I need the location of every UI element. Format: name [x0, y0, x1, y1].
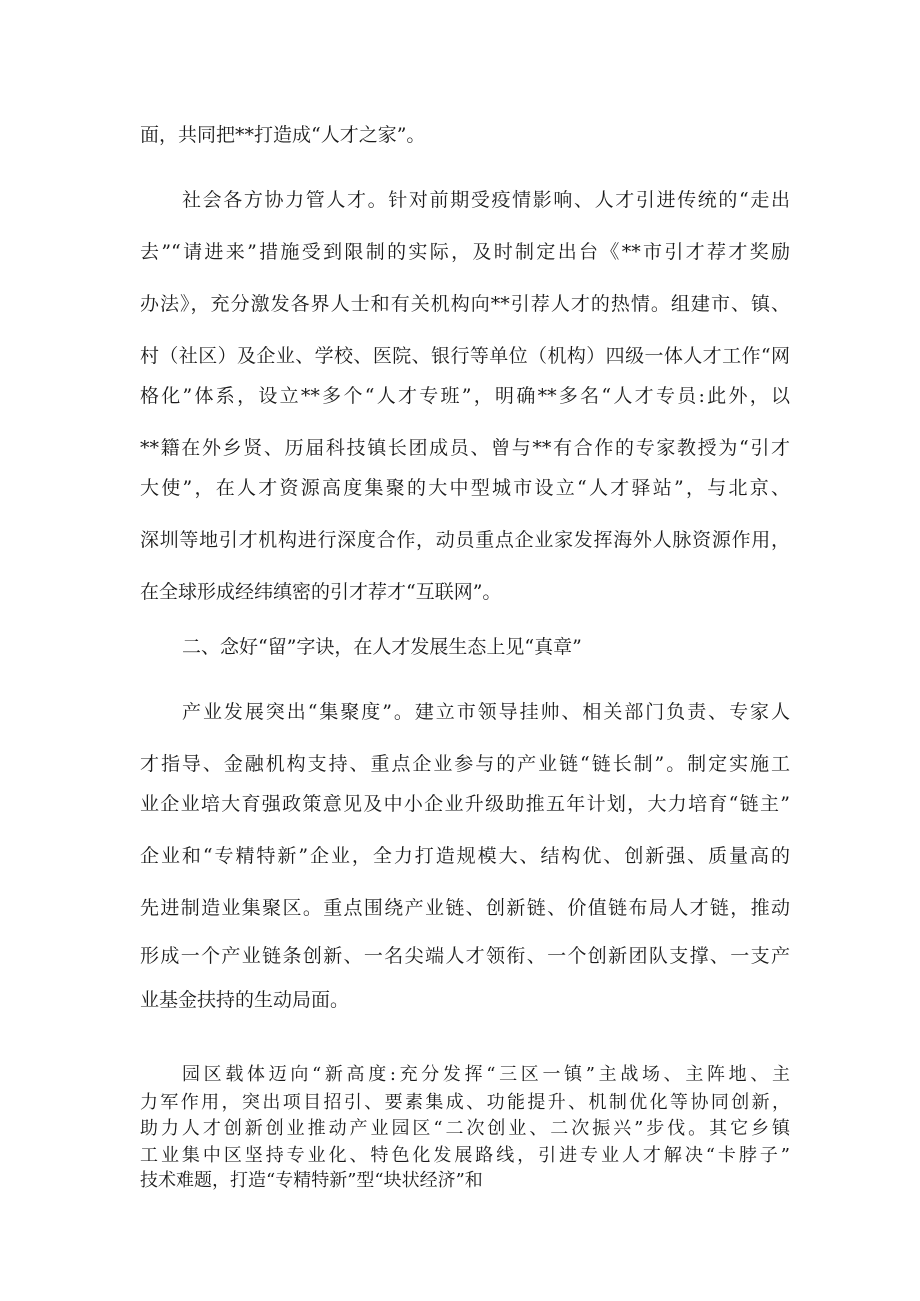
paragraph-line: 业基金扶持的生动局面。: [140, 989, 350, 1011]
paragraph-line: 先进制造业集聚区。重点围绕产业链、创新链、价值链布局人才链，推动: [140, 897, 790, 919]
paragraph-line: **籍在外乡贤、历届科技镇长团成员、曾与**有合作的专家教授为“引才: [140, 437, 790, 459]
paragraph-line: 村（社区）及企业、学校、医院、银行等单位（机构）四级一体人才工作“网: [140, 345, 790, 367]
paragraph-line: 产业发展突出“集聚度”。建立市领导挂帅、相关部门负责、专家人: [182, 701, 790, 723]
paragraph-line: 面，共同把**打造成“人才之家”。: [140, 124, 426, 146]
paragraph-line: 力军作用，突出项目招引、要素集成、功能提升、机制优化等协同创新，: [140, 1092, 790, 1113]
section-heading: 二、念好“留”字诀，在人才发展生态上见“真章”: [182, 636, 582, 658]
paragraph-line: 技术难题，打造“专精特新”型“块状经济”和: [140, 1170, 483, 1191]
paragraph-line: 业企业培大育强政策意见及中小企业升级助推五年计划，大力培育“链主”: [140, 793, 790, 815]
paragraph-line: 深圳等地引才机构进行深度合作，动员重点企业家发挥海外人脉资源作用，: [140, 529, 790, 551]
paragraph-line: 在全球形成经纬缜密的引才荐才“互联网”。: [140, 581, 502, 603]
paragraph-line: 企业和“专精特新”企业，全力打造规模大、结构优、创新强、质量高的: [140, 845, 790, 867]
paragraph-line: 才指导、金融机构支持、重点企业参与的产业链“链长制”。制定实施工: [140, 753, 790, 775]
paragraph-line: 办法》，充分激发各界人士和有关机构向**引荐人才的热情。组建市、镇、: [140, 293, 790, 315]
paragraph-line: 园区载体迈向“新高度:充分发挥“三区一镇”主战场、主阵地、主: [182, 1064, 790, 1085]
paragraph-line: 去”“请进来”措施受到限制的实际，及时制定出台《**市引才荐才奖励: [140, 241, 790, 263]
paragraph-line: 社会各方协力管人才。针对前期受疫情影响、人才引进传统的“走出: [182, 189, 790, 211]
paragraph-line: 形成一个产业链条创新、一名尖端人才领衔、一个创新团队支撑、一支产: [140, 945, 790, 967]
paragraph-line: 大使”，在人才资源高度集聚的大中型城市设立“人才驿站”，与北京、: [140, 477, 790, 499]
paragraph-line: 助力人才创新创业推动产业园区“二次创业、二次振兴”步伐。其它乡镇: [140, 1118, 790, 1139]
paragraph-line: 格化”体系，设立**多个“人才专班”，明确**多名“人才专员:此外，以: [140, 385, 790, 407]
paragraph-line: 工业集中区坚持专业化、特色化发展路线，引进专业人才解决“卡脖子”: [140, 1145, 790, 1166]
